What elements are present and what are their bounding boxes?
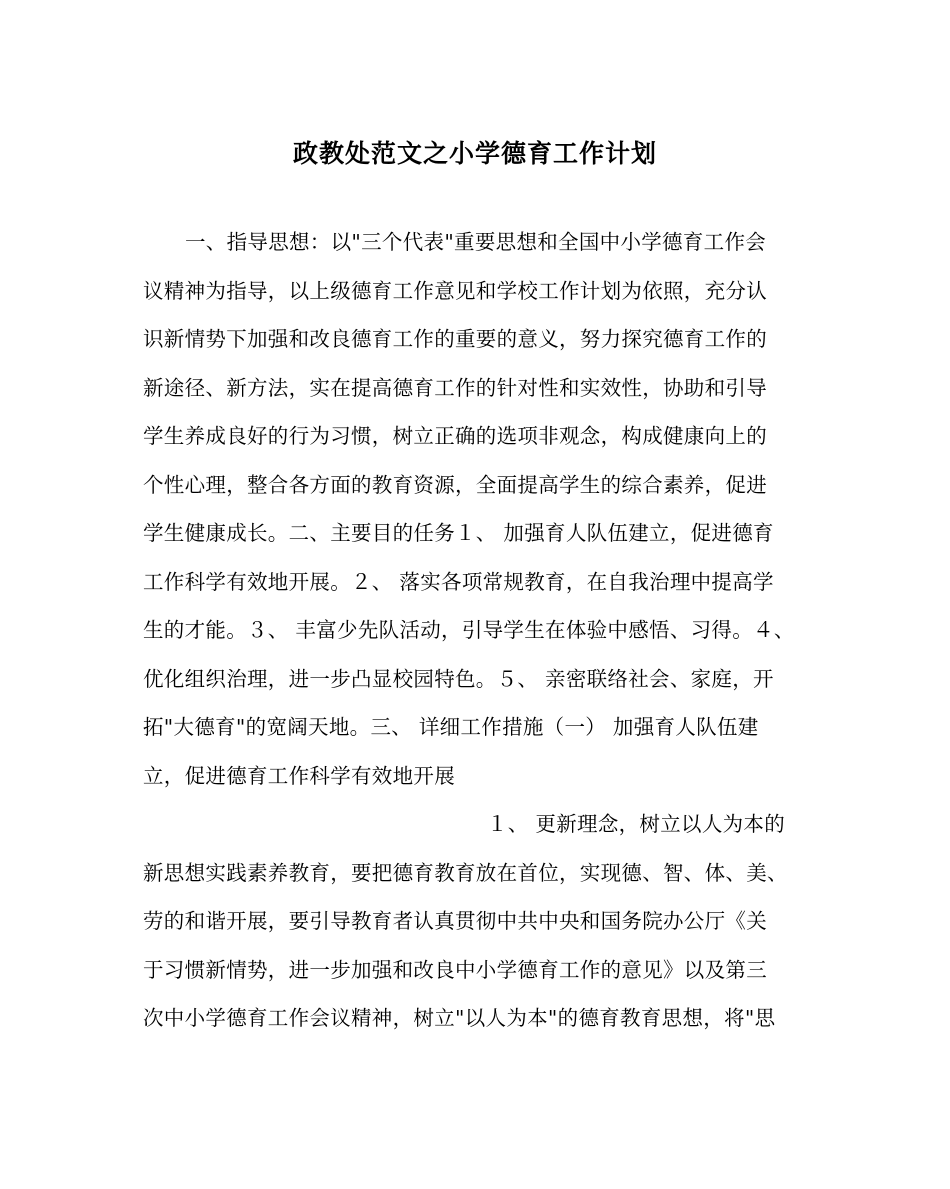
paragraph-line: 次中小学德育工作会议精神，树立"以人为本"的德育教育思想，将"思: [143, 1006, 776, 1030]
paragraph-line: 立，促进德育工作科学有效地开展: [143, 763, 455, 788]
paragraph-line: 学生养成良好的行为习惯，树立正确的选项非观念，构成健康向上的: [143, 424, 767, 448]
paragraph-line: 工作科学有效地开展。２、 落实各项常规教育，在自我治理中提高学: [143, 569, 774, 594]
document-title: 政教处范文之小学德育工作计划: [292, 139, 657, 168]
paragraph-line: 优化组织治理，进一步凸显校园特色。５、 亲密联络社会、家庭，开: [143, 666, 774, 691]
paragraph-line: 议精神为指导，以上级德育工作意见和学校工作计划为依照，充分认: [143, 278, 767, 303]
paragraph-line: 学生健康成长。二、主要目的任务１、 加强育人队伍建立，促进德育: [143, 521, 774, 545]
paragraph-line: 拓"大德育"的宽阔天地。三、 详细工作措施（一） 加强育人队伍建: [143, 715, 759, 739]
paragraph-line: 劳的和谐开展，要引导教育者认真贯彻中共中央和国务院办公厅《关: [143, 909, 767, 933]
paragraph-line: 生的才能。３、 丰富少先队活动，引导学生在体验中感悟、习得。４、: [143, 618, 795, 642]
paragraph-line: 新思想实践素养教育，要把德育教育放在首位，实现德、智、体、美、: [143, 860, 788, 885]
paragraph-line: 新途径、新方法，实在提高德育工作的针对性和实效性，协助和引导: [143, 375, 767, 400]
paragraph-line: １、 更新理念，树立以人为本的: [487, 812, 786, 836]
paragraph-line: 于习惯新情势，进一步加强和改良中小学德育工作的意见》以及第三: [143, 957, 767, 982]
document-body: [143, 218, 813, 1043]
paragraph-line: 个性心理，整合各方面的教育资源，全面提高学生的综合素养，促进: [143, 472, 767, 497]
paragraph-line: 识新情势下加强和改良德育工作的重要的意义，努力探究德育工作的: [143, 327, 767, 351]
paragraph-line: 一、指导思想：以"三个代表"重要思想和全国中小学德育工作会: [185, 230, 767, 254]
